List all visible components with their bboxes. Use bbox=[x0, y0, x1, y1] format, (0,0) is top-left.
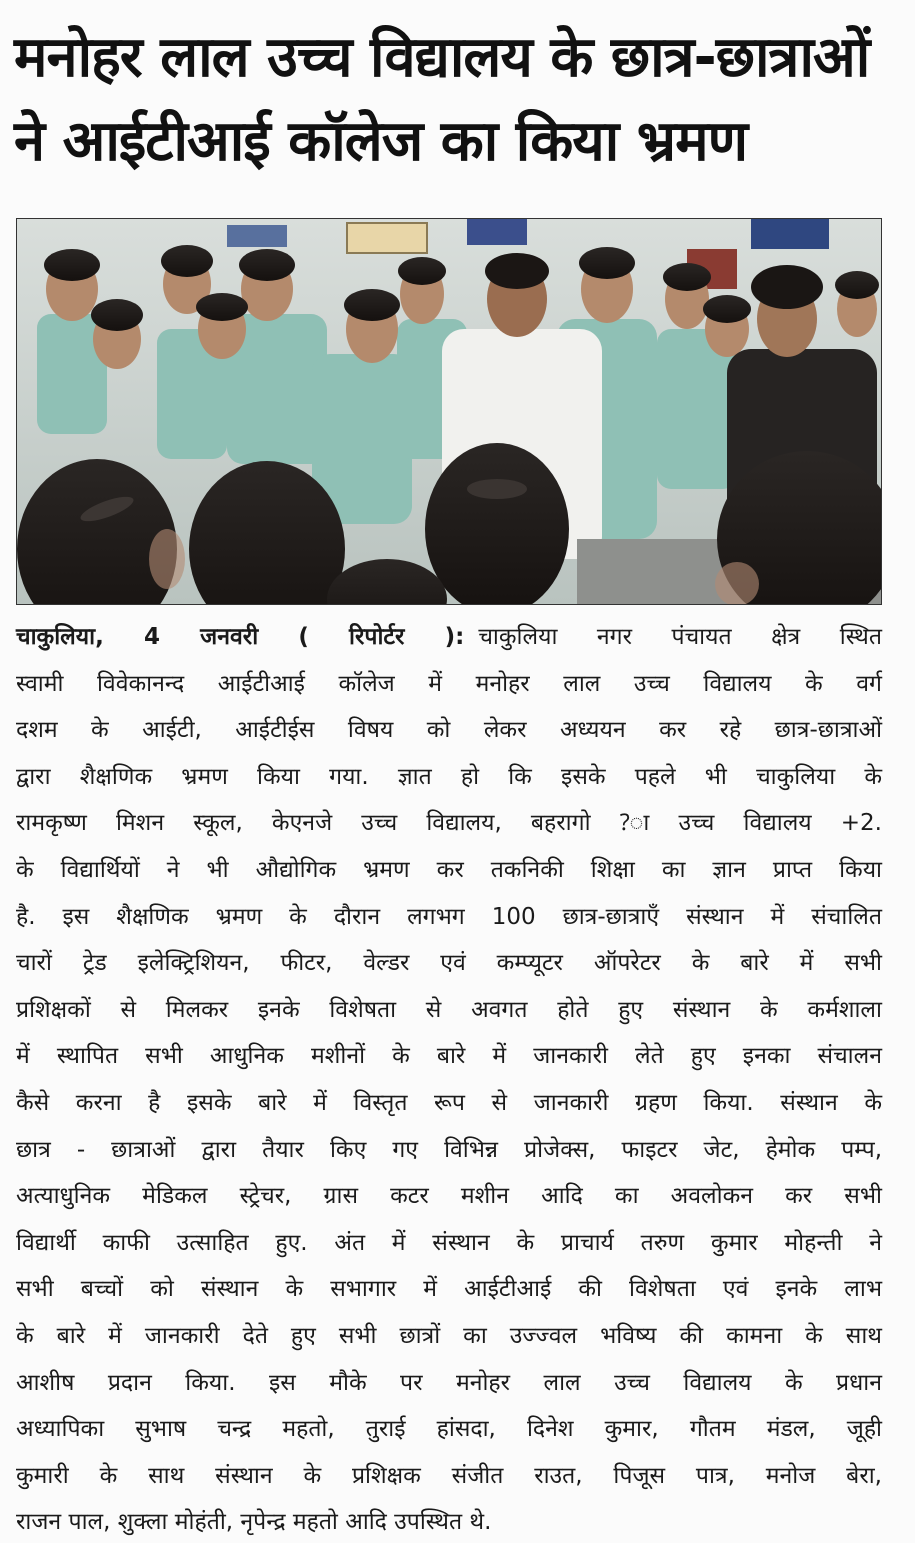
news-photo bbox=[16, 218, 882, 605]
article-body bbox=[16, 614, 882, 1546]
article-line: सभी बच्चों को संस्थान के सभागार में आईटीआई की विशेषता एवं इनके लाभ bbox=[16, 1276, 882, 1303]
article-line: अध्यापिका सुभाष चन्द्र महतो, तुराई हांसदा, दिनेश कुमार, गौतम मंडल, जूही bbox=[16, 1416, 882, 1443]
article-line: छात्र - छात्राओं द्वारा तैयार किए गए विभिन्न प्रोजेक्स, फाइटर जेट, हेमोक पम्प, bbox=[16, 1136, 882, 1163]
article-line-1-text: चाकुलिया नगर पंचायत क्षेत्र स्थित bbox=[478, 624, 882, 650]
article-line: विद्यार्थी काफी उत्साहित हुए. अंत में संस्थान के प्राचार्य तरुण कुमार मोहन्ती ने bbox=[16, 1229, 882, 1256]
article-line: कुमारी के साथ संस्थान के प्रशिक्षक संजीत राउत, पिजूस पात्र, मनोज बेरा, bbox=[16, 1462, 882, 1489]
wall-frame bbox=[347, 223, 427, 253]
article-line: है. इस शैक्षणिक भ्रमण के दौरान लगभग 100 छात्र-छात्राएँ संस्थान में संचालित bbox=[16, 903, 882, 930]
article-line: आशीष प्रदान किया. इस मौके पर मनोहर लाल उच्च विद्यालय के प्रधान bbox=[16, 1369, 882, 1396]
article-line: रामकृष्ण मिशन स्कूल, केएनजे उच्च विद्यालय, बहरागो ?ा उच्च विद्यालय +2. bbox=[16, 810, 882, 837]
dateline: चाकुलिया, 4 जनवरी ( रिपोर्टर ): bbox=[16, 624, 465, 650]
article-line-last: राजन पाल, शुक्ला मोहंती, नृपेन्द्र महतो आदि उपस्थित थे. bbox=[16, 1509, 492, 1536]
article-line: द्वारा शैक्षणिक भ्रमण किया गया. ज्ञात हो कि इसके पहले भी चाकुलिया के bbox=[16, 763, 882, 790]
article-line: प्रशिक्षकों से मिलकर इनके विशेषता से अवगत होते हुए संस्थान के कर्मशाला bbox=[16, 996, 882, 1023]
article-line: अत्याधुनिक मेडिकल स्ट्रेचर, ग्रास कटर मशीन आदि का अवलोकन कर सभी bbox=[16, 1183, 882, 1210]
article-line: दशम के आईटी, आईटीईस विषय को लेकर अध्ययन कर रहे छात्र-छात्राओं bbox=[16, 717, 882, 744]
article-line: चारों ट्रेड इलेक्ट्रिशियन, फीटर, वेल्डर एवं कम्प्यूटर ऑपरेटर के बारे में सभी bbox=[16, 950, 882, 977]
article-line: के बारे में जानकारी देते हुए सभी छात्रों का उज्ज्वल भविष्य की कामना के साथ bbox=[16, 1322, 882, 1349]
wall-sign-left bbox=[467, 219, 527, 245]
article-line: के विद्यार्थियों ने भी औद्योगिक भ्रमण कर तकनिकी शिक्षा का ज्ञान प्राप्त किया bbox=[16, 856, 882, 883]
article-line: में स्थापित सभी आधुनिक मशीनों के बारे में जानकारी लेते हुए इनका संचालन bbox=[16, 1043, 882, 1070]
article-line-1 bbox=[16, 614, 882, 661]
headline bbox=[14, 16, 904, 184]
wall-sign-right bbox=[751, 219, 829, 249]
headline-line-2: ने आईटीआई कॉलेज का किया भ्रमण bbox=[14, 109, 748, 174]
article-line: कैसे करना है इसके बारे में विस्तृत रूप से जानकारी ग्रहण किया. संस्थान के bbox=[16, 1089, 882, 1116]
photo-students-with-instructor bbox=[17, 219, 881, 604]
headline-line-1: मनोहर लाल उच्च विद्यालय के छात्र-छात्राओं bbox=[14, 25, 870, 90]
article-line: स्वामी विवेकानन्द आईटीआई कॉलेज में मनोहर लाल उच्च विद्यालय के वर्ग bbox=[16, 670, 882, 697]
